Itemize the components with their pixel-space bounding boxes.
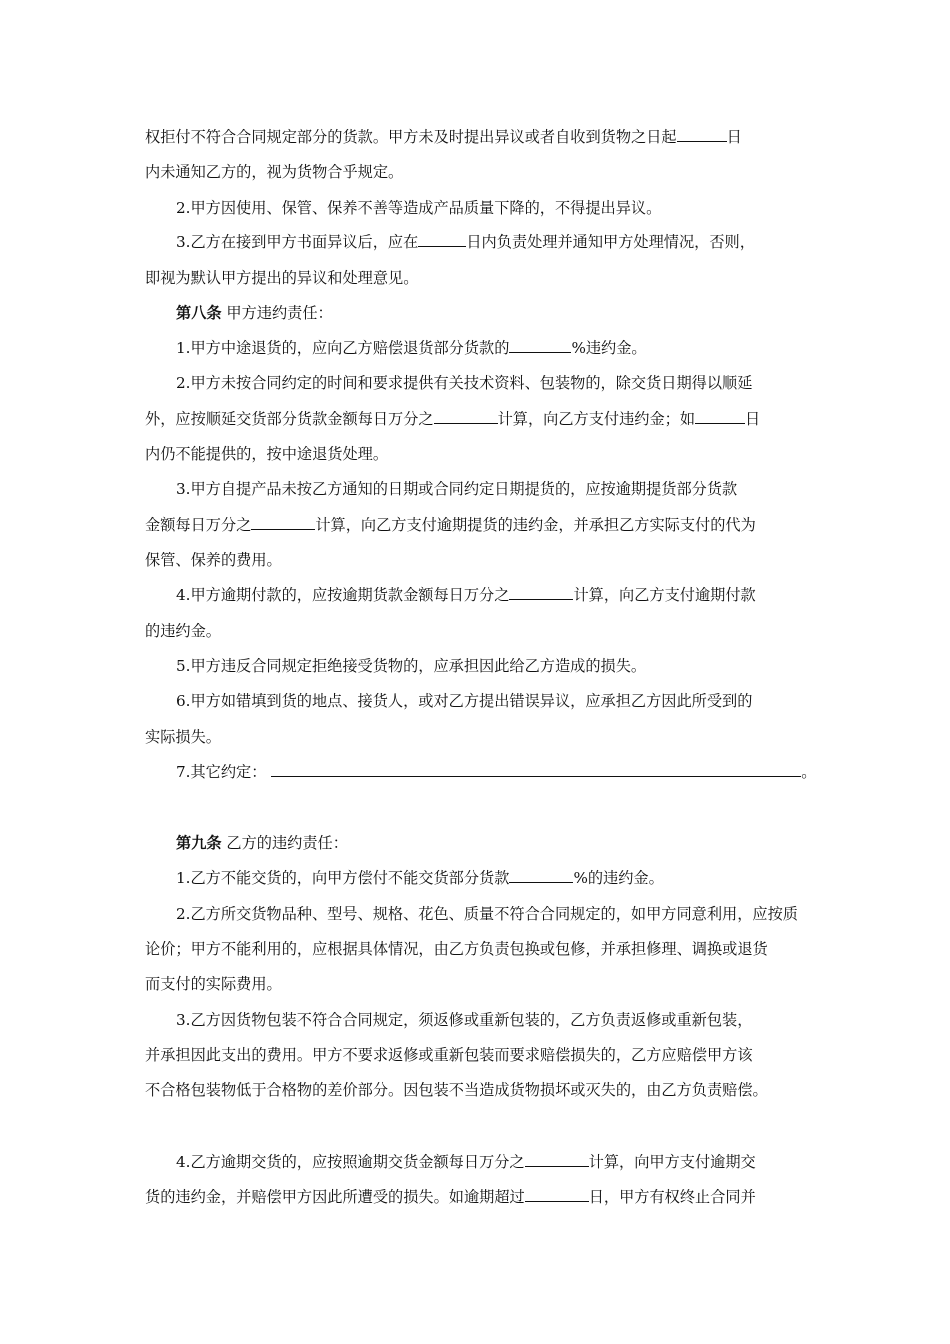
blank-field (509, 338, 571, 353)
blank-field (434, 409, 498, 424)
blank-field (677, 127, 727, 142)
text-line: 4.甲方逾期付款的，应按逾期货款金额每日万分之 计算，向乙方支付逾期付款 (176, 586, 756, 604)
text-line: 论价；甲方不能利用的，应根据具体情况，由乙方负责包换或包修，并承担修理、调换或退货 (145, 940, 768, 958)
text-line: 即视为默认甲方提出的异议和处理意见。 (145, 269, 419, 287)
text-line: 内仍不能提供的，按中途退货处理。 (145, 445, 388, 463)
text-line: 外，应按顺延交货部分货款金额每日万分之 计算，向乙方支付违约金；如 日 (145, 410, 761, 428)
blank-field (525, 1152, 589, 1167)
text-line: 的违约金。 (145, 622, 221, 640)
section-heading: 第九条 乙方的违约责任： (176, 834, 348, 852)
text-line: 2.乙方所交货物品种、型号、规格、花色、质量不符合合同规定的，如甲方同意利用，应按质 (176, 905, 798, 923)
section-heading: 第八条 甲方违约责任： (176, 304, 333, 322)
text-line: 1.乙方不能交货的，向甲方偿付不能交货部分货款 %的违约金。 (176, 869, 664, 887)
blank-field (509, 585, 573, 600)
text-line: 7.其它约定： 。 (176, 763, 817, 781)
text-line: 金额每日万分之 计算，向乙方支付逾期提货的违约金，并承担乙方实际支付的代为 (145, 516, 756, 534)
text-line: 不合格包装物低于合格物的差价部分。因包装不当造成货物损坏或灭失的，由乙方负责赔偿。 (145, 1081, 768, 1099)
text-line: 保管、保养的费用。 (145, 551, 282, 569)
text-line: 4.乙方逾期交货的，应按照逾期交货金额每日万分之 计算，向甲方支付逾期交 (176, 1153, 756, 1171)
text-line: 3.乙方因货物包装不符合合同规定，须返修或重新包装的，乙方负责返修或重新包装， (176, 1011, 753, 1029)
text-line: 并承担因此支出的费用。甲方不要求返修或重新包装而要求赔偿损失的，乙方应赔偿甲方该 (145, 1046, 753, 1064)
text-line: 6.甲方如错填到货的地点、接货人，或对乙方提出错误异议，应承担乙方因此所受到的 (176, 692, 753, 710)
text-line: 而支付的实际费用。 (145, 975, 282, 993)
text-line: 实际损失。 (145, 728, 221, 746)
text-line: 1.甲方中途退货的，应向乙方赔偿退货部分货款的 %违约金。 (176, 339, 647, 357)
text-line: 3.甲方自提产品未按乙方通知的日期或合同约定日期提货的，应按逾期提货部分货款 (176, 480, 738, 498)
text-line: 5.甲方违反合同规定拒绝接受货物的，应承担因此给乙方造成的损失。 (176, 657, 647, 675)
blank-field (695, 409, 745, 424)
text-line: 2.甲方因使用、保管、保养不善等造成产品质量下降的，不得提出异议。 (176, 199, 662, 217)
text-line: 内未通知乙方的，视为货物合乎规定。 (145, 163, 404, 181)
blank-field (525, 1187, 589, 1202)
blank-field (418, 232, 466, 247)
text-line: 3.乙方在接到甲方书面异议后，应在 日内负责处理并通知甲方处理情况，否则， (176, 233, 755, 251)
text-line: 货的违约金，并赔偿甲方因此所遭受的损失。如逾期超过 日，甲方有权终止合同并 (145, 1188, 756, 1206)
blank-field (271, 762, 801, 777)
text-line: 2.甲方未按合同约定的时间和要求提供有关技术资料、包装物的，除交货日期得以顺延 (176, 374, 753, 392)
blank-field (509, 868, 573, 883)
blank-field (251, 515, 315, 530)
text-line: 权拒付不符合合同规定部分的货款。甲方未及时提出异议或者自收到货物之日起 日 (145, 128, 742, 146)
